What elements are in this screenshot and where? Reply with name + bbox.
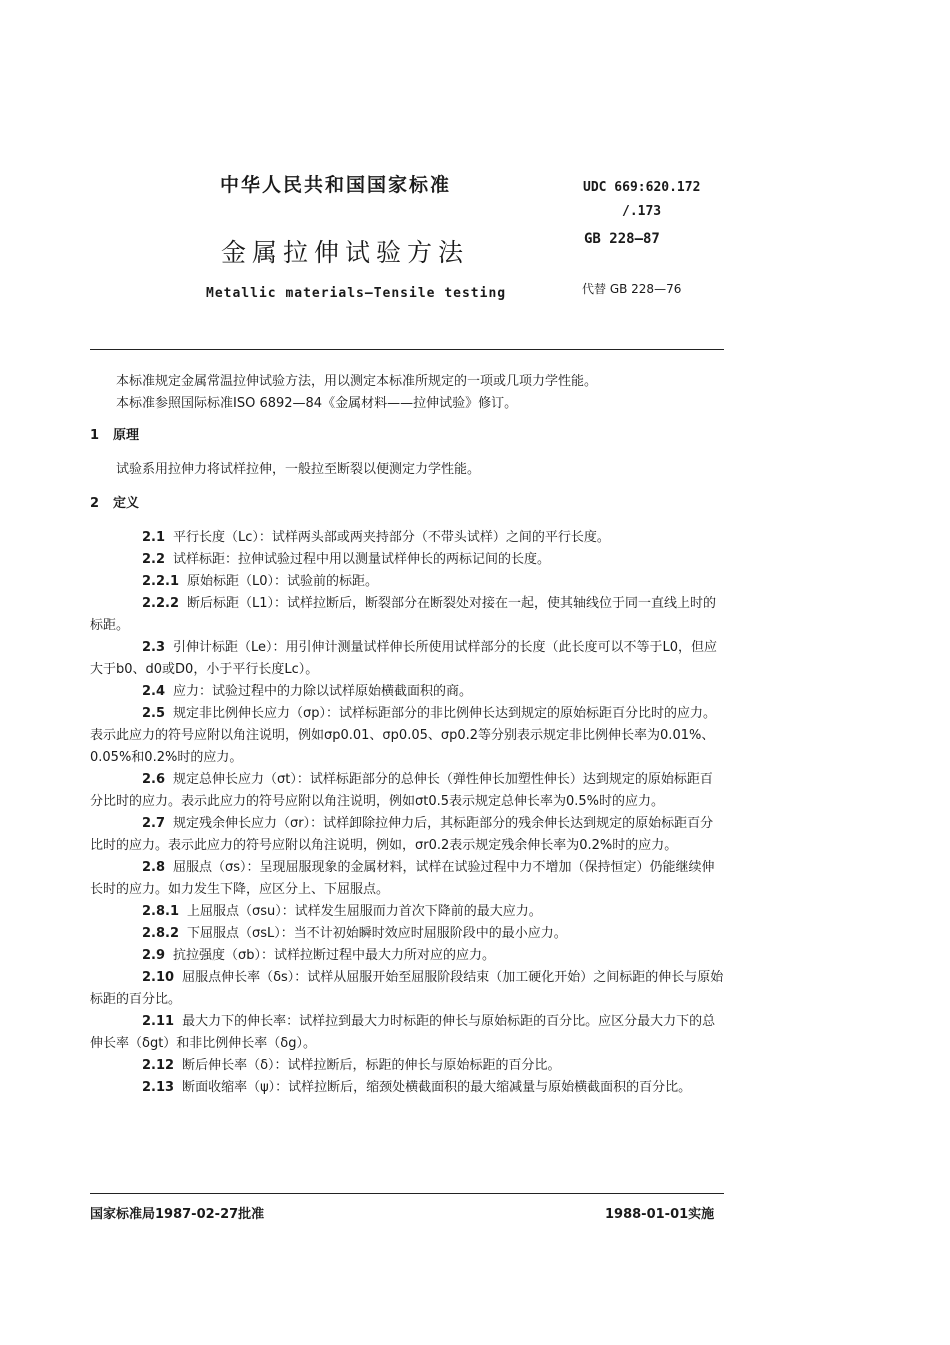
- definition-number: 2.9: [142, 948, 166, 963]
- definition-text: 抗拉强度（σb）：试样拉断过程中最大力所对应的应力。: [173, 948, 496, 963]
- issuing-organization: 中华人民共和国国家标准: [220, 174, 452, 196]
- definition-item: [90, 901, 724, 923]
- definition-item: [90, 813, 724, 857]
- definition-item: [90, 945, 724, 967]
- definition-number: 2.8: [142, 860, 166, 875]
- definition-number: 2.7: [142, 816, 166, 831]
- definition-item: [90, 1055, 724, 1077]
- definition-text: 断后伸长率（δ）：试样拉断后，标距的伸长与原始标距的百分比。: [182, 1058, 561, 1073]
- udc-code-continued: /.173: [622, 204, 662, 219]
- section-1-heading: [90, 425, 724, 447]
- definition-item: [90, 1077, 724, 1099]
- definition-text: 最大力下的伸长率：试样拉到最大力时标距的伸长与原始标距的百分比。应区分最大力下的总伸长率（δgt）和非比例伸长率（δg）。: [90, 1014, 716, 1051]
- udc-code: UDC 669:620.172: [583, 180, 701, 195]
- definition-text: 屈服点伸长率（δs）：试样从屈服开始至屈服阶段结束（加工硬化开始）之间标距的伸长与原始标距的百分比。: [90, 970, 724, 1007]
- footer-divider: [90, 1193, 724, 1194]
- definition-item: [90, 967, 724, 1011]
- header-divider: [90, 349, 724, 350]
- definition-number: 2.1: [142, 530, 166, 545]
- definition-number: 2.12: [142, 1058, 175, 1073]
- definition-number: 2.10: [142, 970, 175, 985]
- definition-text: 原始标距（L0）：试验前的标距。: [187, 574, 379, 589]
- effective-date: 1988-01-01实施: [605, 1207, 715, 1222]
- document-title-chinese: 金属拉伸试验方法: [221, 238, 470, 267]
- definition-text: 屈服点（σs）：呈现屈服现象的金属材料，试样在试验过程中力不增加（保持恒定）仍能继续伸长时的应力。如力发生下降，应区分上、下屈服点。: [90, 860, 715, 897]
- definition-item: [90, 637, 724, 681]
- section-1-number: 1: [90, 428, 100, 443]
- definition-item: [90, 923, 724, 945]
- definition-number: 2.11: [142, 1014, 175, 1029]
- definition-text: 试样标距：拉伸试验过程中用以测量试样伸长的两标记间的长度。: [173, 552, 551, 567]
- replaces-standard: 代替 GB 228—76: [582, 282, 682, 296]
- definition-text: 平行长度（Lc）：试样两头部或两夹持部分（不带头试样）之间的平行长度。: [173, 530, 610, 545]
- definition-item: [90, 527, 724, 549]
- definition-number: 2.13: [142, 1080, 175, 1095]
- definition-number: 2.3: [142, 640, 166, 655]
- definition-item: [90, 857, 724, 901]
- definition-text: 下屈服点（σsL）：当不计初始瞬时效应时屈服阶段中的最小应力。: [187, 926, 567, 941]
- definition-text: 规定残余伸长应力（σr）：试样卸除拉伸力后，其标距部分的残余伸长达到规定的原始标距百分比时的应力。表示此应力的符号应附以角注说明，例如，σr0.2表示规定残余伸长率为0.2%时的应力。: [90, 816, 714, 853]
- definition-number: 2.2.2: [142, 596, 180, 611]
- section-2-number: 2: [90, 496, 100, 511]
- section-1-text: 试验系用拉伸力将试样拉伸，一般拉至断裂以便测定力学性能。: [116, 462, 481, 477]
- document-title-english: Metallic materials—Tensile testing: [206, 286, 507, 301]
- definition-text: 规定非比例伸长应力（σp）：试样标距部分的非比例伸长达到规定的原始标距百分比时的应力。表示此应力的符号应附以角注说明，例如σp0.01、σp0.05、σp0.2等分别表示规定非比例伸长率为0.01%、0.05%和0.2%时的应力。: [90, 706, 717, 765]
- definition-number: 2.6: [142, 772, 166, 787]
- definition-text: 上屈服点（σsu）：试样发生屈服而力首次下降前的最大应力。: [187, 904, 542, 919]
- definition-number: 2.8.2: [142, 926, 180, 941]
- definition-item: [90, 593, 724, 637]
- section-1-title: 原理: [113, 428, 140, 443]
- intro-paragraph-2: 本标准参照国际标准ISO 6892—84《金属材料——拉伸试验》修订。: [116, 396, 518, 411]
- document-body: [90, 371, 724, 1099]
- definition-text: 应力：试验过程中的力除以试样原始横截面积的商。: [173, 684, 473, 699]
- definition-number: 2.2.1: [142, 574, 180, 589]
- definition-item: [90, 703, 724, 769]
- definition-item: [90, 769, 724, 813]
- definition-item: [90, 681, 724, 703]
- definition-item: [90, 1011, 724, 1055]
- definition-text: 断面收缩率（ψ）：试样拉断后，缩颈处横截面积的最大缩减量与原始横截面积的百分比。: [182, 1080, 692, 1095]
- definition-text: 断后标距（L1）：试样拉断后，断裂部分在断裂处对接在一起，使其轴线位于同一直线上时的标距。: [90, 596, 717, 633]
- definition-item: [90, 571, 724, 593]
- definition-text: 规定总伸长应力（σt）：试样标距部分的总伸长（弹性伸长加塑性伸长）达到规定的原始标距百分比时的应力。表示此应力的符号应附以角注说明，例如σt0.5表示规定总伸长率为0.5%时的应力。: [90, 772, 713, 809]
- intro-paragraph-1: 本标准规定金属常温拉伸试验方法，用以测定本标准所规定的一项或几项力学性能。: [116, 374, 598, 389]
- section-2-heading: [90, 493, 724, 515]
- definition-number: 2.5: [142, 706, 166, 721]
- definition-number: 2.4: [142, 684, 166, 699]
- definition-item: [90, 549, 724, 571]
- definition-number: 2.2: [142, 552, 166, 567]
- definitions-list: [90, 527, 724, 1099]
- standard-number: GB 228—87: [584, 231, 660, 247]
- definition-text: 引伸计标距（Le）：用引伸计测量试样伸长所使用试样部分的长度（此长度可以不等于L0，但应大于b0、d0或D0，小于平行长度Lc）。: [90, 640, 718, 677]
- definition-number: 2.8.1: [142, 904, 180, 919]
- section-2-title: 定义: [113, 496, 140, 511]
- approval-date: 国家标准局1987-02-27批准: [90, 1207, 265, 1222]
